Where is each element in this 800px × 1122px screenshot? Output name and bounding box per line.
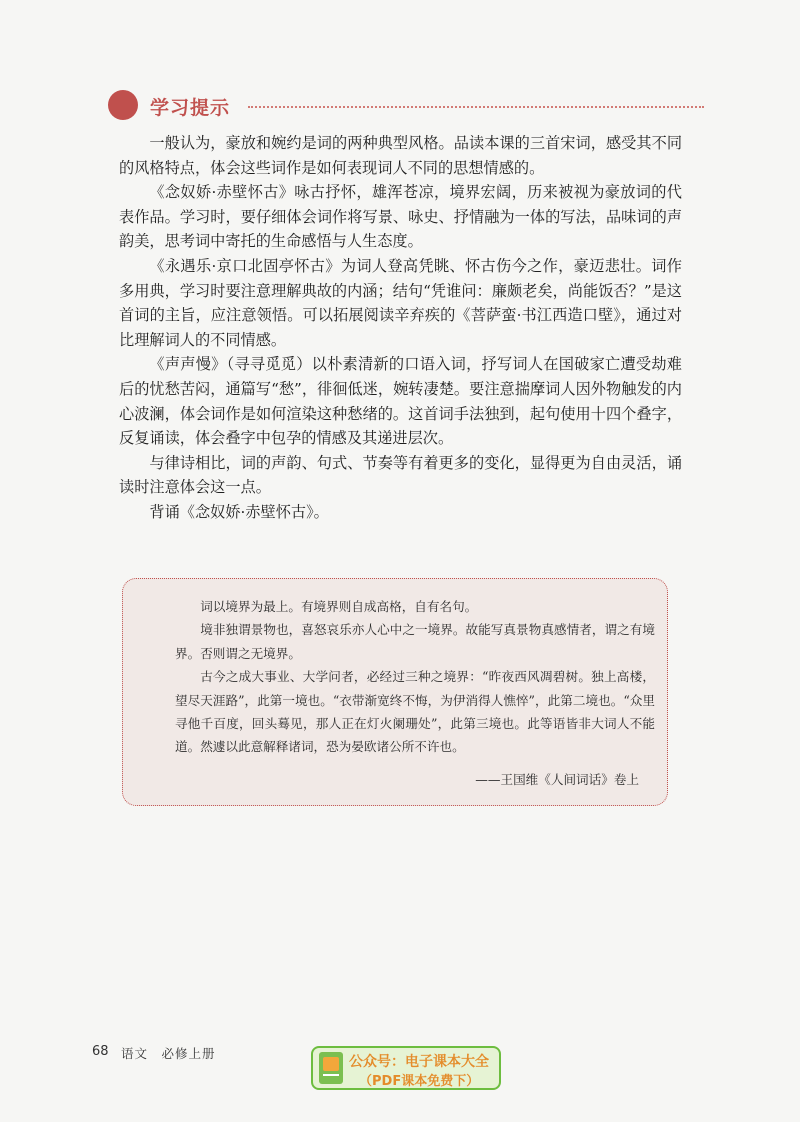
section-header <box>108 86 708 126</box>
quote-paragraph: 古今之成大事业、大学问者，必经过三种之境界：“昨夜西风凋碧树。独上高楼，望尽天涯路”，此第一境也。“衣带渐宽终不悔，为伊消得人憔悴”，此第二境也。“众里寻他千百度，回头蓦见，那人正在灯火阑珊处”，此第三境也。此等语皆非大词人不能道。然遽以此意解释诸词，恐为晏欧诸公所不许也。 <box>175 669 655 755</box>
section-title: 学习提示 <box>150 97 231 119</box>
book-title: 语文 必修上册 <box>121 1046 216 1061</box>
quote-box <box>122 578 668 806</box>
body-paragraph: 背诵《念奴娇·赤壁怀古》。 <box>149 502 329 521</box>
body-paragraph: 《声声慢》（寻寻觅觅）以朴素清新的口语入词，抒写词人在国破家亡遭受劫难后的忧愁苦闷，通篇写“愁”，徘徊低迷，婉转凄楚。要注意揣摩词人因外物触发的内心波澜，体会词作是如何渲染这种愁绪的。这首词手法独到，起句使用十四个叠字，反复诵读，体会叠字中包孕的情感及其递进层次。 <box>119 355 682 448</box>
quote-source: ——王国维《人间词话》卷上 <box>475 772 639 787</box>
body-paragraph: 与律诗相比，词的声韵、句式、节奏等有着更多的变化，显得更为自由灵活，诵读时注意体会这一点。 <box>119 453 682 497</box>
body-paragraph: 一般认为，豪放和婉约是词的两种典型风格。品读本课的三首宋词，感受其不同的风格特点，体会这些词作是如何表现词人不同的思想情感的。 <box>119 134 682 177</box>
section-divider <box>248 106 704 108</box>
body-paragraph: 《念奴娇·赤壁怀古》咏古抒怀，雄浑苍凉，境界宏阔，历来被视为豪放词的代表作品。学习时，要仔细体会词作将写景、咏史、抒情融为一体的写法，品味词的声韵美，思考词中寄托的生命感悟与人生态度。 <box>119 183 682 251</box>
book-logo-icon <box>319 1052 343 1084</box>
quote-paragraph: 境非独谓景物也，喜怒哀乐亦人心中之一境界。故能写真景物真感情者，谓之有境界。否则谓之无境界。 <box>175 622 655 661</box>
watermark-line2: （PDF课本免费下） <box>359 1074 480 1089</box>
body-text <box>119 131 682 525</box>
quote-paragraph: 词以境界为最上。有境界则自成高格，自有名句。 <box>200 599 478 614</box>
watermark-badge <box>311 1046 501 1090</box>
page-number: 68 <box>92 1044 109 1059</box>
quote-text <box>175 595 655 759</box>
section-marker-circle <box>108 90 138 120</box>
watermark-line1: 公众号：电子课本大全 <box>349 1054 489 1070</box>
body-paragraph: 《永遇乐·京口北固亭怀古》为词人登高凭眺、怀古伤今之作，豪迈悲壮。词作多用典，学习时要注意理解典故的内涵；结句“凭谁问：廉颇老矣，尚能饭否？”是这首词的主旨，应注意领悟。可以拓展阅读辛弃疾的《菩萨蛮·书江西造口壁》，通过对比理解词人的不同情感。 <box>119 256 682 349</box>
